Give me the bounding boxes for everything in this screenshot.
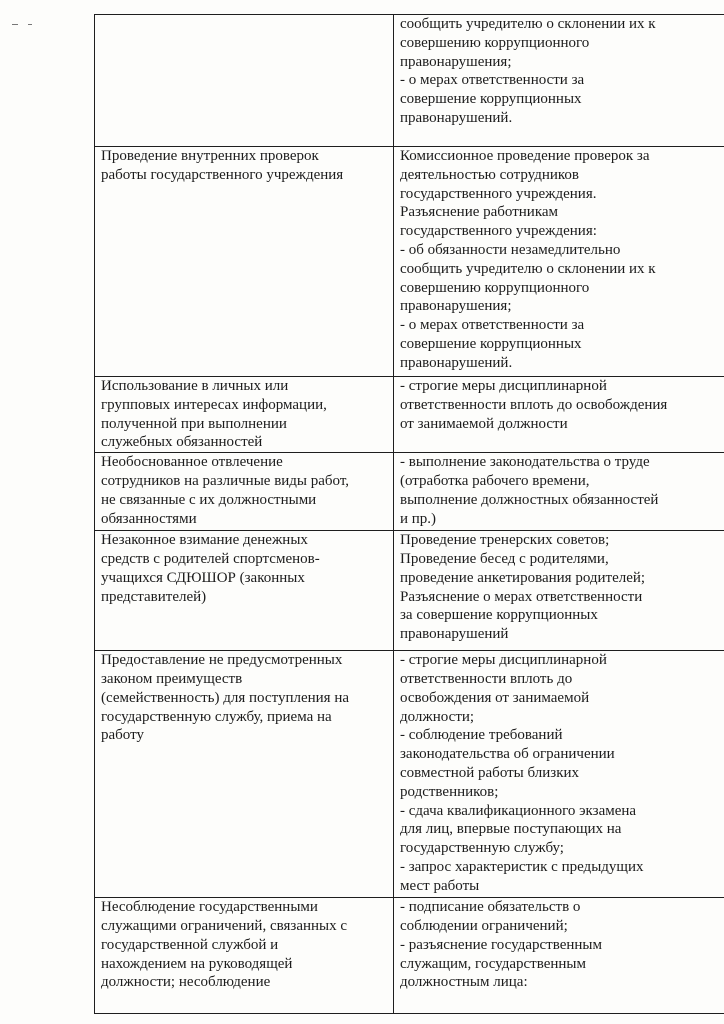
text-line: проведение анкетирования родителей; [400,569,646,586]
text-line: Разъяснение о мерах ответственности [400,588,643,605]
text-line: родственников; [400,783,499,800]
text-line: работы государственного учреждения [101,166,344,183]
measures-cell [394,531,724,651]
text-line: мест работы [400,877,480,894]
text-line: - о мерах ответственности за [400,317,585,334]
text-line: законом преимуществ [101,670,243,687]
text-line: ответственности вплоть до освобождения [400,396,668,413]
text-line: совершению коррупционного [400,279,590,296]
text-line: освобождения от занимаемой [400,689,590,706]
text-line: правонарушений [400,626,509,643]
text-line: сотрудников на различные виды работ, [101,472,350,489]
text-line: соблюдении ограничений; [400,917,568,934]
risk-cell [95,147,394,377]
text-line: государственного учреждения: [400,223,597,240]
scan-mark [28,24,32,25]
text-line: - строгие меры дисциплинарной [400,378,607,394]
text-line: государственную службу; [400,840,564,857]
text-line: сообщить учредителю о склонении их к [400,260,656,277]
text-line: нахождением на руководящей [101,955,293,972]
table-row [95,147,724,377]
text-line: служащими ограничений, связанных с [101,917,348,934]
text-line: - подписание обязательств о [400,899,581,916]
risk-cell [95,453,394,531]
text-line: работу [101,727,144,744]
text-line: служебных обязанностей [101,434,263,451]
text-line: Комиссионное проведение проверок за [400,148,650,164]
text-line: Необоснованное отвлечение [101,454,283,471]
text-line: не связанные с их должностными [101,491,317,508]
text-line: - соблюдение требований [400,727,563,744]
table-row [95,377,724,453]
text-line: обязанностями [101,510,197,527]
text-line: государственную службу, приема на [101,708,332,725]
text-line: Незаконное взимание денежных [101,532,308,549]
text-line: должностным лица: [400,974,528,991]
text-line: - об обязанности незамедлительно [400,241,621,258]
text-line: от занимаемой должности [400,415,568,432]
text-line: совершение коррупционных [400,335,582,352]
measures-cell [394,15,724,147]
table-row [95,15,724,147]
risk-cell [95,15,394,147]
text-line: правонарушений. [400,354,513,371]
text-line: Разъяснение работникам [400,204,559,221]
text-line: представителей) [101,588,207,605]
table-row [95,453,724,531]
text-line: Предоставление не предусмотренных [101,652,343,669]
text-line: совершению коррупционного [400,34,590,51]
risk-cell [95,377,394,453]
text-line: Использование в личных или [101,378,289,394]
text-line: Проведение бесед с родителями, [400,550,609,567]
risk-cell [95,531,394,651]
text-line: - о мерах ответственности за [400,72,585,89]
text-line: (семейственность) для поступления на [101,689,350,706]
table-row [95,531,724,651]
table-row [95,898,724,1014]
text-line: (отработка рабочего времени, [400,472,590,489]
measures-cell [394,651,724,898]
measures-cell [394,453,724,531]
text-line: сообщить учредителю о склонении их к [400,16,656,32]
text-line: совместной работы близких [400,764,580,781]
text-line: полученной при выполнении [101,415,287,432]
text-line: - выполнение законодательства о труде [400,454,650,471]
text-line: Проведение тренерских советов; [400,532,610,549]
text-line: должности; [400,708,475,725]
text-line: Проведение внутренних проверок [101,148,319,164]
text-line: за совершение коррупционных [400,607,598,624]
text-line: законодательства об ограничении [400,746,615,763]
measures-cell [394,147,724,377]
measures-cell [394,898,724,1014]
text-line: государственной службой и [101,936,279,953]
text-line: - сдача квалификационного экзамена [400,802,637,819]
measures-cell [394,377,724,453]
text-line: групповых интересах информации, [101,396,327,413]
text-line: - разъяснение государственным [400,936,602,953]
text-line: ответственности вплоть до [400,670,573,687]
text-line: - запрос характеристик с предыдущих [400,858,644,875]
table-row [95,651,724,898]
text-line: правонарушений. [400,109,513,126]
text-line: Несоблюдение государственными [101,899,318,916]
text-line: средств с родителей спортсменов- [101,550,320,567]
text-line: деятельностью сотрудников [400,166,579,183]
risk-cell [95,898,394,1014]
text-line: правонарушения; [400,53,512,70]
text-line: и пр.) [400,510,437,527]
anticorruption-measures-table [94,14,724,1014]
text-line: учащихся СДЮШОР (законных [101,569,305,586]
scan-mark [12,24,18,25]
text-line: служащим, государственным [400,955,586,972]
text-line: государственного учреждения. [400,185,597,202]
risk-cell [95,651,394,898]
text-line: совершение коррупционных [400,91,582,108]
text-line: выполнение должностных обязанностей [400,491,659,508]
text-line: правонарушения; [400,298,512,315]
text-line: для лиц, впервые поступающих на [400,821,622,838]
text-line: должности; несоблюдение [101,974,271,991]
text-line: - строгие меры дисциплинарной [400,652,607,669]
